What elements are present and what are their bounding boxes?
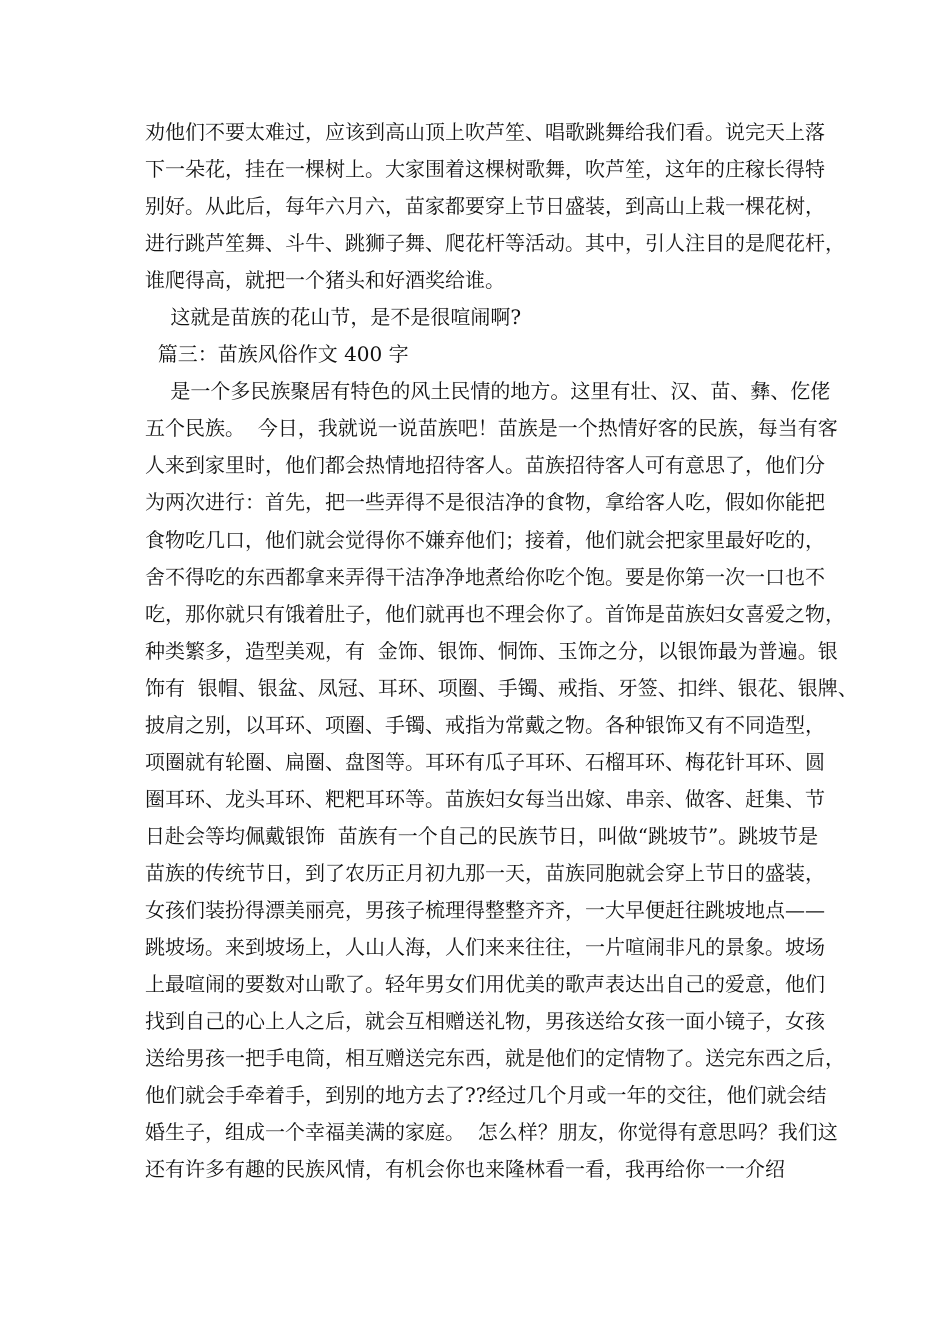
text-line: 跳坡场。来到坡场上，人山人海，人们来来往往，一片喧闹非凡的景象。坡场 <box>145 935 825 960</box>
body-text <box>145 114 858 1188</box>
text-line: 他们就会手牵着手，到别的地方去了??经过几个月或一年的交往，他们就会结 <box>145 1083 827 1108</box>
text-line: 上最喧闹的要数对山歌了。轻年男女们用优美的歌声表达出自己的爱意，他们 <box>145 972 825 997</box>
text-line: 女孩们装扮得漂美丽亮，男孩子梳理得整整齐齐，一大早便赶往跳坡地点—— <box>145 897 825 922</box>
text-line: 吃，那你就只有饿着肚子，他们就再也不理会你了。首饰是苗族妇女喜爱之物， <box>145 601 845 626</box>
section-heading: 篇三：苗族风俗作文 400 字 <box>145 342 409 367</box>
text-line: 披肩之别，以耳环、项圈、手镯、戒指为常戴之物。各种银饰又有不同造型， <box>145 712 825 737</box>
text-line: 圈耳环、龙头耳环、粑粑耳环等。苗族妇女每当出嫁、串亲、做客、赶集、节 <box>145 786 825 811</box>
text-line: 日赴会等均佩戴银饰 苗族有一个自己的民族节日，叫做“跳坡节”。跳坡节是 <box>145 823 819 848</box>
text-line: 进行跳芦笙舞、斗牛、跳狮子舞、爬花杆等活动。其中，引人注目的是爬花杆， <box>145 231 845 256</box>
text-line: 食物吃几口，他们就会觉得你不嫌弃他们；接着，他们就会把家里最好吃的， <box>145 527 825 552</box>
text-line: 送给男孩一把手电筒，相互赠送完东西，就是他们的定情物了。送完东西之后， <box>145 1046 845 1071</box>
text-line: 还有许多有趣的民族风情，有机会你也来隆林看一看，我再给你一一介绍 <box>145 1157 785 1182</box>
text-line: 苗族的传统节日，到了农历正月初九那一天，苗族同胞就会穿上节日的盛装， <box>145 860 825 885</box>
text-line: 婚生子，组成一个幸福美满的家庭。 怎么样？朋友，你觉得有意思吗？我们这 <box>145 1120 838 1145</box>
text-line: 人来到家里时，他们都会热情地招待客人。苗族招待客人可有意思了，他们分 <box>145 453 825 478</box>
text-line: 下一朵花，挂在一棵树上。大家围着这棵树歌舞，吹芦笙，这年的庄稼长得特 <box>145 157 825 182</box>
text-line: 这就是苗族的花山节，是不是很喧闹啊? <box>145 305 522 330</box>
text-line: 五个民族。 今日，我就说一说苗族吧！苗族是一个热情好客的民族，每当有客 <box>145 416 838 441</box>
text-line: 项圈就有轮圈、扁圈、盘图等。耳环有瓜子耳环、石榴耳环、梅花针耳环、圆 <box>145 749 825 774</box>
text-line: 是一个多民族聚居有特色的风土民情的地方。这里有壮、汉、苗、彝、仡佬 <box>145 379 831 404</box>
text-line: 为两次进行：首先，把一些弄得不是很洁净的食物，拿给客人吃，假如你能把 <box>145 490 825 515</box>
text-line: 别好。从此后，每年六月六，苗家都要穿上节日盛装，到高山上栽一棵花树， <box>145 194 825 219</box>
text-line: 舍不得吃的东西都拿来弄得干洁净净地煮给你吃个饱。要是你第一次一口也不 <box>145 564 825 589</box>
text-line: 种类繁多，造型美观，有 金饰、银饰、恫饰、玉饰之分，以银饰最为普遍。银 <box>145 638 838 663</box>
text-line: 找到自己的心上人之后，就会互相赠送礼物，男孩送给女孩一面小镜子，女孩 <box>145 1009 825 1034</box>
text-line: 劝他们不要太难过，应该到高山顶上吹芦笙、唱歌跳舞给我们看。说完天上落 <box>145 120 825 144</box>
text-line: 饰有 银帽、银盆、凤冠、耳环、项圈、手镯、戒指、牙签、扣绊、银花、银牌、 <box>145 675 858 700</box>
text-line: 谁爬得高，就把一个猪头和好酒奖给谁。 <box>145 268 505 293</box>
